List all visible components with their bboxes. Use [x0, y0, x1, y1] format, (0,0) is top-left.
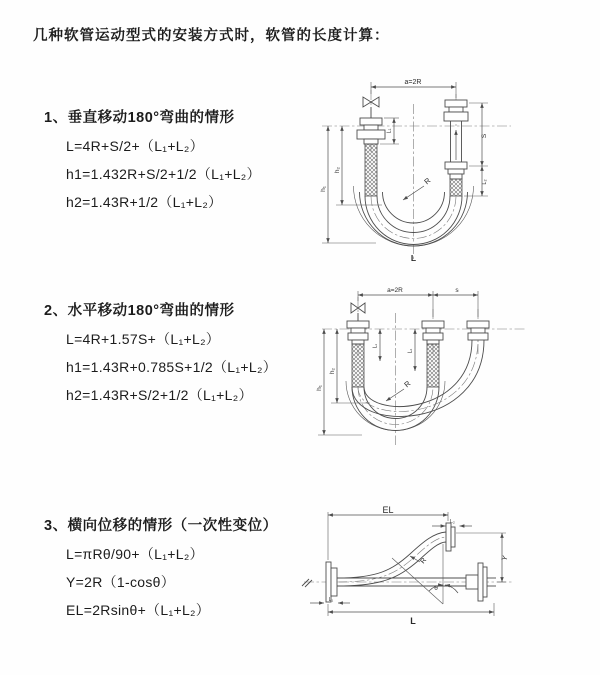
braided-hose-section [427, 344, 439, 387]
section-3-heading: 3、横向位移的情形（一次性变位） [44, 518, 278, 534]
dim-label-l: L [410, 616, 416, 626]
dim-label-l2: L₂ [450, 519, 455, 525]
hose-centerline-arc [358, 340, 478, 411]
flange [446, 523, 451, 551]
diagram-lateral-displacement [298, 502, 598, 637]
page-title: 几种软管运动型式的安装方式时，软管的长度计算： [33, 28, 390, 44]
pipe-fitting [466, 575, 478, 589]
dim-label-y: Y [499, 554, 510, 563]
dim-label-l1: L₁ [372, 343, 379, 349]
dim-label-a2r: a=2R [404, 79, 422, 86]
dim-label-r: R [422, 175, 433, 187]
pipe-fitting [445, 100, 467, 107]
dim-label-h1: h₁ [320, 186, 327, 192]
break-symbol [302, 579, 312, 587]
dim-label-r: R [419, 556, 429, 566]
pipe-fitting [347, 321, 369, 387]
dim-label-l2: L₂ [407, 348, 414, 354]
dim-label-l1: L₁ [328, 597, 334, 603]
formula-line: L=πRθ/90+（L₁+L₂） [66, 546, 204, 562]
braided-hose-section [352, 344, 364, 387]
hose-centerline-curve [337, 537, 446, 582]
dim-label-h2: h₂ [329, 367, 336, 375]
hose-curve [337, 532, 446, 578]
formula-line: Y=2R（1-cosθ） [66, 574, 176, 590]
dim-label-h2: h₂ [334, 166, 341, 174]
dim-label-el: EL [382, 505, 394, 515]
hose-arc [365, 196, 462, 245]
formula-line: h1=1.43R+0.785S+1/2（L₁+L₂） [66, 359, 277, 375]
formula-line: h1=1.432R+S/2+1/2（L₁+L₂） [66, 166, 261, 182]
flange [478, 563, 483, 601]
hose-arc [352, 340, 484, 417]
section-1-heading: 1、垂直移动180°弯曲的情形 [44, 110, 235, 126]
radius-construction-line [392, 558, 443, 604]
pipe-fitting [467, 321, 489, 340]
pipe-fitting [360, 118, 382, 125]
dim-label-a2r: a=2R [387, 287, 403, 294]
flange [326, 562, 331, 602]
diagram-horizontal-bend [310, 283, 590, 458]
radius-leader [386, 389, 404, 401]
hose-curve [337, 542, 446, 586]
formula-line: L=4R+S/2+（L₁+L₂） [66, 138, 204, 154]
dim-label-l: L [410, 253, 417, 263]
formula-line: EL=2Rsinθ+（L₁+L₂） [66, 602, 211, 618]
dim-label-r: R [402, 378, 413, 390]
dim-label-h1: h₁ [316, 385, 323, 391]
formula-line: h2=1.43R+S/2+1/2（L₁+L₂） [66, 387, 253, 403]
dim-label-s: S [481, 133, 488, 139]
section-2-heading: 2、水平移动180°弯曲的情形 [44, 303, 235, 319]
dim-label-l1: L₁ [386, 128, 393, 134]
braided-hose-section [450, 179, 462, 196]
diagram-vertical-bend [306, 74, 596, 264]
braided-hose-section [365, 144, 377, 196]
dim-label-theta: θ [434, 585, 438, 592]
formula-line: h2=1.43R+1/2（L₁+L₂） [66, 194, 223, 210]
dim-label-l2: L₂ [482, 179, 488, 185]
pipe-fitting [422, 321, 444, 387]
pipe-fitting [445, 162, 467, 169]
dim-label-s: s [455, 287, 459, 294]
formula-line: L=4R+1.57S+（L₁+L₂） [66, 331, 221, 347]
